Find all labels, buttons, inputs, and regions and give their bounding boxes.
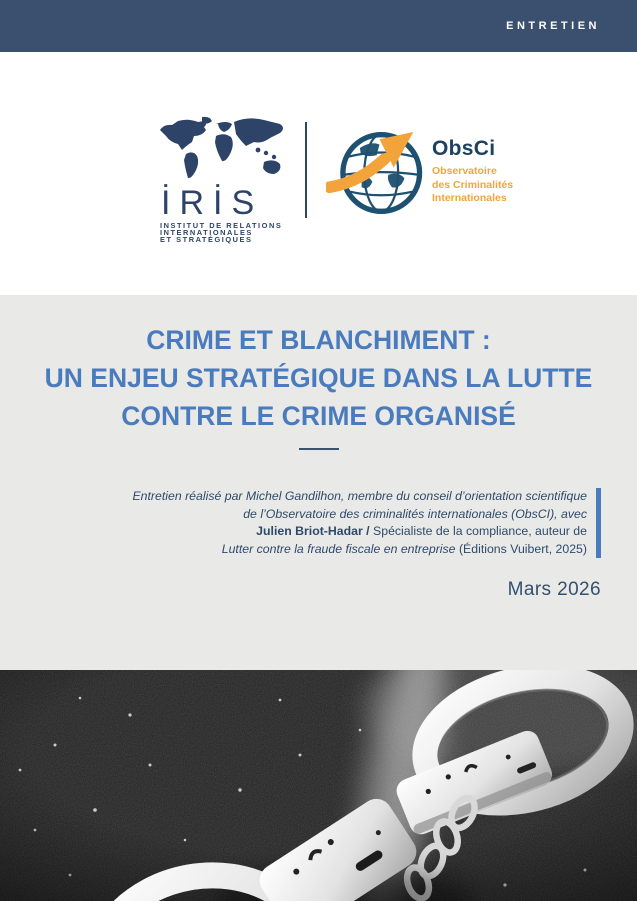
byline-line: Lutter contre la fraude fiscale en entreprise (Éditions Vuibert, 2025) [221, 541, 587, 556]
title-divider [299, 448, 339, 450]
page-title: CRIME ET BLANCHIMENT : UN ENJEU STRATÉGIQUE DANS LA LUTTE CONTRE LE CRIME ORGANISÉ [44, 325, 593, 431]
book-title: Lutter contre la fraude fiscale en entreprise [221, 541, 456, 556]
logo-divider [305, 122, 307, 218]
title-band [0, 295, 637, 670]
obsci-name: ObsCi [432, 137, 496, 160]
byline-line: de l’Observatoire des criminalités internationales (ObsCI), avec [243, 506, 587, 521]
obsci-text [432, 138, 513, 206]
publication-date: Mars 2026 [507, 579, 601, 600]
logo-strip [0, 52, 637, 295]
world-map-icon [158, 116, 292, 186]
byline-line: Entretien réalisé par Michel Gandilhon, membre du conseil d’orientation scientifique [132, 489, 587, 503]
iris-subtitle: INSTITUT DE RELATIONS INTERNATIONALES ET STRATÉGIQUES [160, 221, 283, 244]
byline-block [132, 488, 601, 558]
top-bar [0, 0, 637, 52]
obsci-subtitle: Observatoire des Criminalités Internationales [432, 165, 514, 204]
author-name: Julien Briot-Hadar / [256, 524, 370, 538]
document-type-label: ENTRETIEN [506, 20, 600, 32]
byline-line: Julien Briot-Hadar / Spécialiste de la compliance, auteur de [256, 524, 587, 538]
obsci-logo [326, 126, 526, 222]
handcuffs-photo [0, 670, 637, 901]
iris-logo [158, 116, 292, 244]
iris-acronym: İRİS [161, 184, 264, 222]
